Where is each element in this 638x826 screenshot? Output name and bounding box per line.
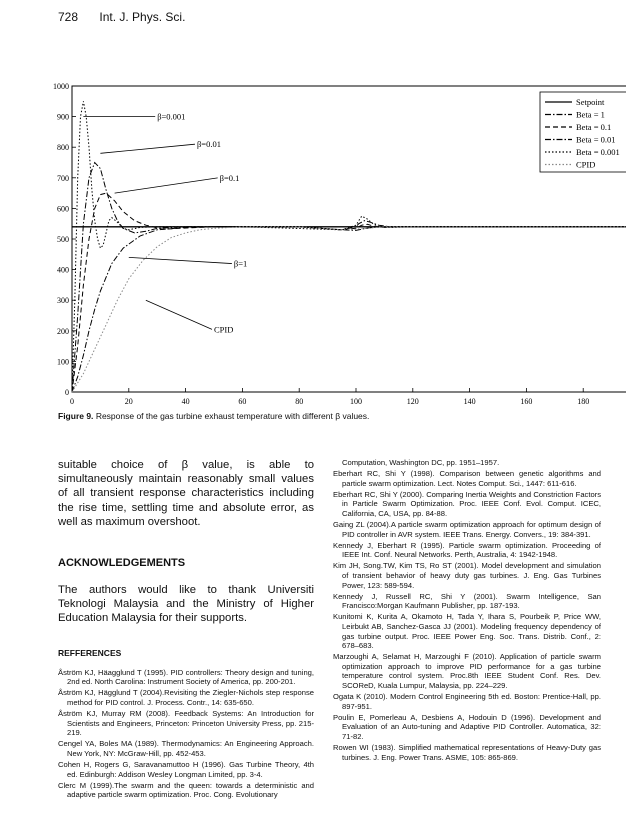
- reference-item: Kunitomi K, Kurita A, Okamoto H, Tada Y, Ihara S, Pourbeik P, Price WW, Leirbukt AB, Sanchez-Gasca JJ (2001). Modeling frequency dependency of gas turbine output. Proc. IEEE Power Eng. Soc. Trans. Distrib. Conf., 2: 678–683.: [333, 612, 601, 651]
- figure-caption-label: Figure 9.: [58, 411, 94, 421]
- y-tick-label: 300: [57, 296, 69, 306]
- page-number: 728: [58, 10, 79, 24]
- x-tick-label: 180: [577, 397, 590, 406]
- series-line: [72, 227, 626, 392]
- annotation-arrow: [129, 257, 232, 263]
- acknowledgements-heading: ACKNOWLEDGEMENTS: [58, 557, 186, 570]
- y-tick-label: 100: [57, 357, 69, 367]
- legend-label: Beta = 0.001: [576, 147, 620, 157]
- series-line: [72, 227, 626, 392]
- reference-item: Marzoughi A, Selamat H, Marzoughi F (2010). Application of particle swarm optimization approach to improve PID performance for a gas turbine temperature control system. Proc.8th IEEE Student Conf. Res. Dev. SCOReD, Kuala Lumpur, Malaysia, pp. 224–229.: [333, 652, 601, 691]
- legend-label: CPID: [576, 159, 596, 170]
- legend-label: Beta = 0.01: [576, 134, 616, 145]
- x-tick-label: 60: [238, 397, 247, 406]
- reference-item: Kim JH, Song.TW, Kim TS, Ro ST (2001). Model development and simulation of transient behavior of heavy duty gas turbines. J. Eng. Gas Turbines Power, 123: 589-594.: [333, 561, 601, 590]
- series-line: [72, 193, 626, 392]
- reference-item: Kennedy J, Russell RC, Shi Y (2001). Swarm Intelligence, San Francisco:Morgan Kaufmann Publisher, pp. 187-193.: [333, 591, 601, 611]
- reference-item: Åström KJ, Hägglund T (2004).Revisiting the Ziegler-Nichols step response method for PID control. J. Process. Contr., 14: 635-650.: [58, 688, 314, 707]
- y-tick-label: 1000: [53, 82, 69, 91]
- y-tick-label: 900: [57, 112, 69, 122]
- reference-item: Ogata K (2010). Modern Control Engineering 5th ed. Boston: Prentice-Hall, pp. 897-951.: [333, 692, 601, 711]
- response-chart: [36, 78, 626, 408]
- reference-item: Eberhart RC, Shi Y (2000). Comparing Inertia Weights and Constriction Factors in Particle Swarm Optimization. Proc. IEEE Conf. Evol. Comput. ICEC, California, CA, USA, pp. 84-88.: [333, 489, 601, 518]
- legend-label: Beta = 0.1: [576, 122, 612, 132]
- y-tick-label: 200: [57, 326, 69, 336]
- annotation-arrow: [100, 144, 195, 153]
- series-line: [72, 163, 626, 393]
- reference-item: Åström KJ, Häagglund T (1995). PID controllers: Theory design and tuning, 2nd ed. North Carolina: Instrument Society of America, pp. 200-201.: [58, 667, 314, 687]
- reference-item: Computation, Washington DC, pp. 1951–1957.: [342, 458, 500, 467]
- body-paragraph: suitable choice of β value, is able to simultaneously maintain reasonably small values of all transient response characteristics including the rise time, settling time and absolute error, as well as maximum overshoot.: [58, 459, 314, 528]
- y-tick-label: 800: [57, 143, 69, 153]
- x-tick-label: 20: [124, 397, 133, 406]
- reference-item: Eberhart RC, Shi Y (1998). Comparison between genetic algorithms and particle swarm optimization. Lect. Notes Comput. Sci., 1447: 611-616.: [333, 469, 601, 488]
- figure-caption-text: Response of the gas turbine exhaust temperature with different β values.: [95, 411, 370, 421]
- annotation-arrow: [146, 300, 212, 329]
- x-tick-label: 80: [295, 397, 304, 406]
- x-tick-label: 0: [70, 397, 74, 406]
- page-header: [58, 10, 185, 24]
- x-tick-label: 120: [406, 397, 419, 406]
- x-tick-label: 40: [181, 397, 190, 406]
- y-tick-label: 500: [57, 235, 69, 244]
- reference-item: Kennedy J, Eberhart R (1995). Particle swarm optimization. Proceeding of IEEE Int. Conf. Neural Networks. Perth, Australia, 4: 1942-1948.: [333, 540, 601, 560]
- y-tick-label: 700: [57, 173, 69, 183]
- annotation-label: β=0.01: [196, 139, 221, 150]
- y-tick-label: 600: [57, 204, 69, 214]
- annotation-label: β=0.001: [157, 111, 186, 122]
- figure-caption: [58, 411, 369, 421]
- x-tick-label: 140: [463, 397, 476, 406]
- y-tick-label: 0: [65, 388, 69, 397]
- reference-list-right: [333, 458, 601, 762]
- reference-item: Gaing ZL (2004).A particle swarm optimization approach for optimum design of PID controller in AVR system. IEEE Trans. Energy. Convers., 19: 384-391.: [333, 520, 601, 539]
- legend-label: Setpoint: [576, 97, 605, 107]
- references-heading: REFFERENCES: [58, 647, 122, 658]
- journal-name: Int. J. Phys. Sci.: [99, 10, 186, 24]
- annotation-arrow: [115, 178, 218, 193]
- reference-item: Clerc M (1999).The swarm and the queen: towards a deterministic and adaptive particle swarm optimization. Proc. Cong. Evolutionary: [58, 780, 314, 800]
- legend-label: Beta = 1: [576, 109, 605, 120]
- reference-item: Cengel YA, Boles MA (1989). Thermodynamics: An Engineering Approach. New York, NY: McGraw-Hill, pp. 452-453.: [58, 739, 314, 758]
- reference-item: Rowen WI (1983). Simplified mathematical representations of Heavy-Duty gas turbines. J. Eng. Power Trans. ASME, 105: 865-869.: [333, 743, 601, 762]
- x-tick-label: 100: [350, 397, 362, 406]
- reference-item: Åström KJ, Murray RM (2008). Feedback Systems: An Introduction for Scientists and Engineers, Princeton: Princeton University Press, pp. 215-219.: [58, 709, 314, 738]
- right-column: [333, 458, 601, 764]
- reference-item: Cohen H, Rogers G, Saravanamuttoo H (1996). Gas Turbine Theory, 4th ed. Edinburgh: Addison Wesley Longman Limited, pp. 3-4.: [58, 759, 314, 779]
- annotation-label: CPID: [214, 324, 234, 335]
- reference-item: Poulin E, Pomerleau A, Desbiens A, Hodouin D (1996). Development and Evaluation of an Auto-tuning and Adaptive PID Controller. Automatica, 32: 71-82.: [333, 712, 601, 742]
- annotation-label: β=1: [233, 258, 248, 269]
- acknowledgements-text: The authors would like to thank Universiti Teknologi Malaysia and the Ministry of Higher Education Malaysia for their supports.: [58, 584, 314, 625]
- y-tick-label: 400: [57, 265, 69, 275]
- annotation-label: β=0.1: [219, 172, 240, 183]
- left-column: [58, 458, 314, 801]
- reference-list-left: [58, 668, 314, 800]
- x-tick-label: 160: [520, 397, 533, 406]
